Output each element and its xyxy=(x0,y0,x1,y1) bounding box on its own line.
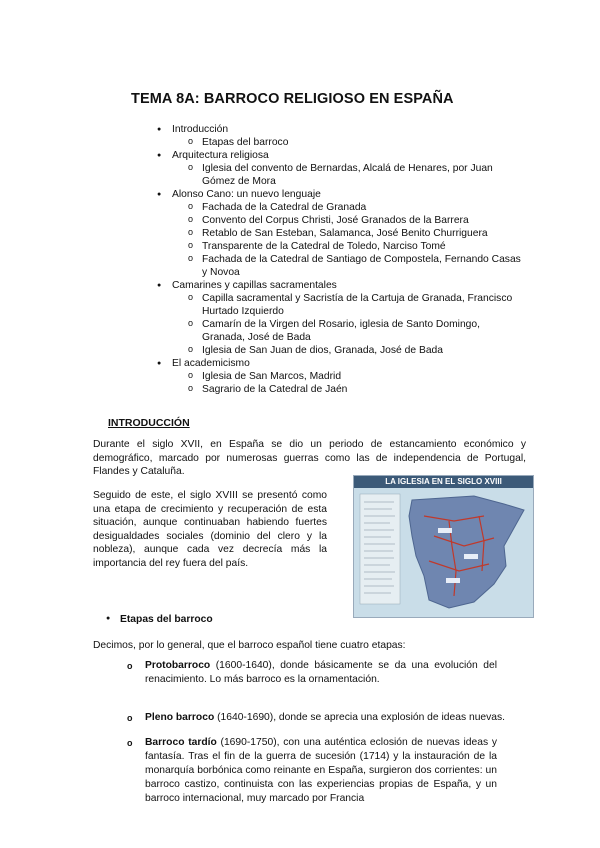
stage-text: (1640-1690), donde se aprecia una explosión de ideas nuevas. xyxy=(214,712,506,723)
toc-subitem: o Etapas del barroco xyxy=(157,136,522,149)
toc-subitem: o Convento del Corpus Christi, José Granados de la Barrera xyxy=(157,214,522,227)
toc-subitem: o Camarín de la Virgen del Rosario, iglesia de Santo Domingo, Granada, José de Bada xyxy=(157,318,522,344)
map-drawing xyxy=(354,476,533,617)
stage-text: (1690-1750), con una auténtica eclosión de nuevas ideas y fantasía. Tras el fin de la guerra de sucesión (1714) y la instauración de la monarquía borbónica como reinante en España, surgieron dos corrientes: un barroco castizo, continuista con las experiencias propias de España, y un barroco internacional, muy marcado por Francia xyxy=(145,737,497,804)
stage-item xyxy=(145,736,497,806)
paragraph: Seguido de este, el siglo XVIII se presentó como una etapa de crecimiento y recuperación de esta situación, aunque continuaban habiendo fuertes desigualdades sociales (dominio del clero y la nobleza), aunque cada vez decrecía más la importancia del rey fuera del país. xyxy=(93,490,327,569)
stage-text: (1600-1640), donde básicamente se da una evolución del renacimiento. Lo más barroco es la ornamentación. xyxy=(145,660,497,685)
toc-subitem: o Fachada de la Catedral de Santiago de Compostela, Fernando Casas y Novoa xyxy=(157,253,522,279)
map-caption: LA IGLESIA EN EL SIGLO XVIII xyxy=(354,476,533,488)
toc-subitem: o Iglesia de San Marcos, Madrid xyxy=(157,370,522,383)
toc-item: ● Arquitectura religiosa xyxy=(157,149,522,162)
table-of-contents xyxy=(157,123,522,396)
toc-item: ● Camarines y capillas sacramentales xyxy=(157,279,522,292)
paragraph: Decimos, por lo general, que el barroco español tiene cuatro etapas: xyxy=(93,640,406,651)
bullet-heading: ● Etapas del barroco xyxy=(120,614,213,625)
section-heading-introduccion: INTRODUCCIÓN xyxy=(108,417,190,429)
toc-subitem: o Iglesia de San Juan de dios, Granada, José de Bada xyxy=(157,344,522,357)
spain-church-map-image xyxy=(353,475,534,618)
stage-name: Pleno barroco xyxy=(145,712,215,723)
toc-item: ● El academicismo xyxy=(157,357,522,370)
paragraph: Durante el siglo XVII, en España se dio un periodo de estancamiento económico y demográfico, marcado por numerosas guerras como las de independencia de Portugal, Flandes y Cataluña. xyxy=(93,439,526,477)
stage-name: Protobarroco xyxy=(145,660,211,671)
toc-item: ● Introducción xyxy=(157,123,522,136)
toc-subitem: o Fachada de la Catedral de Granada xyxy=(157,201,522,214)
stage-item xyxy=(145,659,497,687)
toc-subitem: o Transparente de la Catedral de Toledo, Narciso Tomé xyxy=(157,240,522,253)
toc-item: ● Alonso Cano: un nuevo lenguaje xyxy=(157,188,522,201)
stage-name: Barroco tardío xyxy=(145,737,217,748)
stage-item xyxy=(145,711,525,725)
toc-subitem: o Sagrario de la Catedral de Jaén xyxy=(157,383,522,396)
toc-subitem: o Capilla sacramental y Sacristía de la Cartuja de Granada, Francisco Hurtado Izquierdo xyxy=(157,292,522,318)
toc-subitem: o Iglesia del convento de Bernardas, Alcalá de Henares, por Juan Gómez de Mora xyxy=(157,162,522,188)
page-title: TEMA 8A: BARROCO RELIGIOSO EN ESPAÑA xyxy=(131,91,454,107)
toc-subitem: o Retablo de San Esteban, Salamanca, José Benito Churriguera xyxy=(157,227,522,240)
